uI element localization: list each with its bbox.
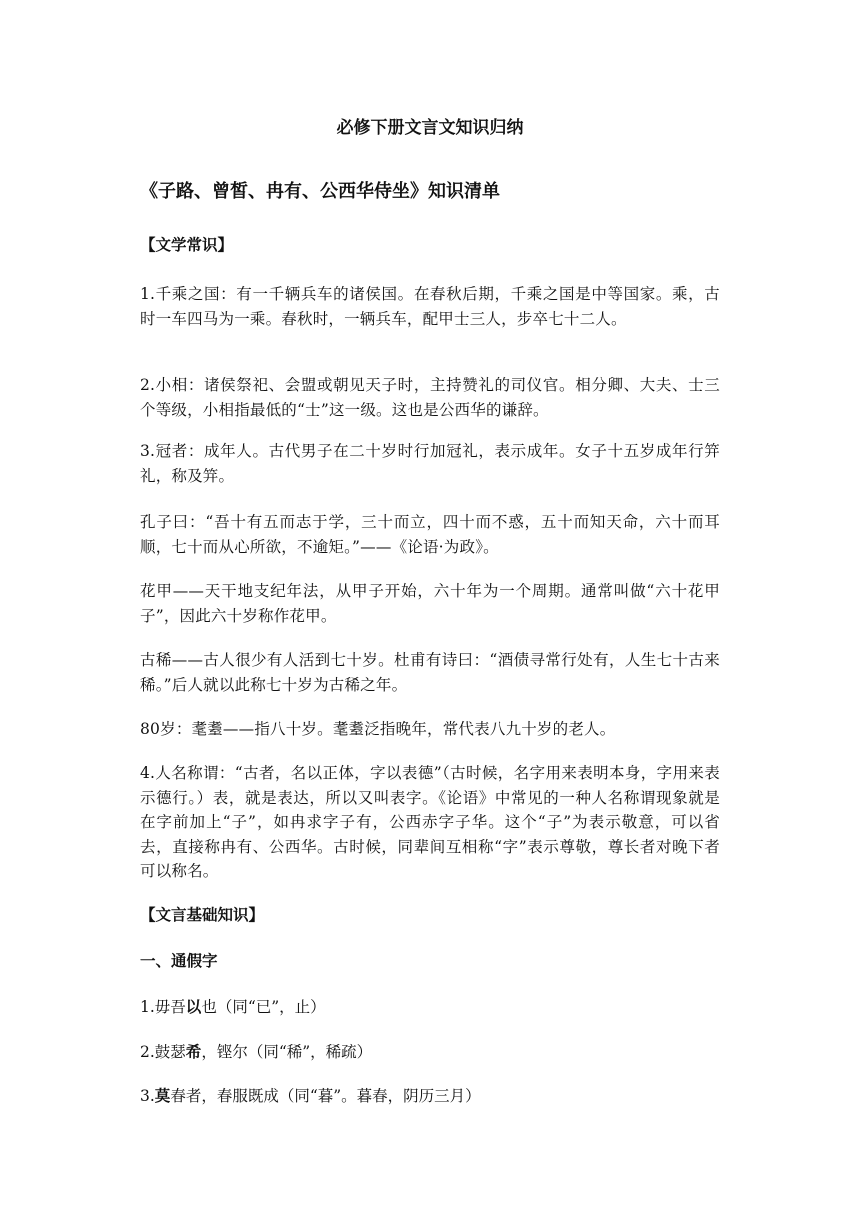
paragraph-maodie: 80岁：耄耋——指八十岁。耄耋泛指晚年，常代表八九十岁的老人。 [140,720,616,738]
paragraph-guxi: 古稀——古人很少有人活到七十岁。杜甫有诗曰：“酒债寻常行处有，人生七十古来稀。”后人就以此称七十岁为古稀之年。 [140,651,720,694]
item-keyword: 希 [185,1042,202,1061]
section-heading-classical-basics: 【文言基础知识】 [140,905,265,924]
item-text: ，铿尔（同“稀”，稀疏） [201,1043,373,1061]
paragraph-renming: 4.人名称谓：“古者，名以正体，字以表德”（古时候，名字用来表明本身，字用来表示德行。）表，就是表达，所以又叫表字。《论语》中常见的一种人名称谓现象就是在字前加上“子”，如冉求字子有，公西赤字子华。这个“子”为表示敬意，可以省去，直接称冉有、公西华。古时候，同辈间互相称“字”表示尊敬，尊长者对晚下者可以称名。 [140,764,720,880]
item-text: 3. [140,1087,155,1105]
subsection-heading-tongjiazi: 一、通假字 [140,951,218,970]
item-keyword: 莫 [154,1086,171,1105]
document-title: 必修下册文言文知识归纳 [336,118,524,138]
paragraph-qiansheng: 1.千乘之国：有一千辆兵车的诸侯国。在春秋后期，千乘之国是中等国家。乘，古时一车四马为一乘。春秋时，一辆兵车，配甲士三人，步卒七十二人。 [140,285,720,328]
section-heading-literature: 【文学常识】 [140,235,234,254]
paragraph-huajia: 花甲——天干地支纪年法，从甲子开始，六十年为一个周期。通常叫做“六十花甲子”，因此六十岁称作花甲。 [140,582,720,625]
item-keyword: 以 [185,997,202,1016]
item-text: 1.毋吾 [140,998,186,1016]
document-subtitle: 《子路、曾皙、冉有、公西华侍坐》知识清单 [140,181,500,202]
list-item [140,1040,372,1064]
list-item [140,995,326,1019]
item-text: 也（同“已”，止） [201,998,326,1016]
paragraph-xiaoxiang: 2.小相：诸侯祭祀、会盟或朝见天子时，主持赞礼的司仪官。相分卿、大夫、士三个等级，小相指最低的“士”这一级。这也是公西华的谦辞。 [140,376,720,419]
item-text: 2.鼓瑟 [140,1043,186,1061]
list-item [140,1084,481,1108]
paragraph-guanzhe: 3.冠者：成年人。古代男子在二十岁时行加冠礼，表示成年。女子十五岁成年行笄礼，称及笄。 [140,442,720,485]
item-text: 春者，春服既成（同“暮”。暮春，阴历三月） [170,1087,481,1105]
paragraph-confucius-quote: 孔子曰：“吾十有五而志于学，三十而立，四十而不惑，五十而知天命，六十而耳顺，七十而从心所欲，不逾矩。”——《论语·为政》。 [140,513,720,556]
